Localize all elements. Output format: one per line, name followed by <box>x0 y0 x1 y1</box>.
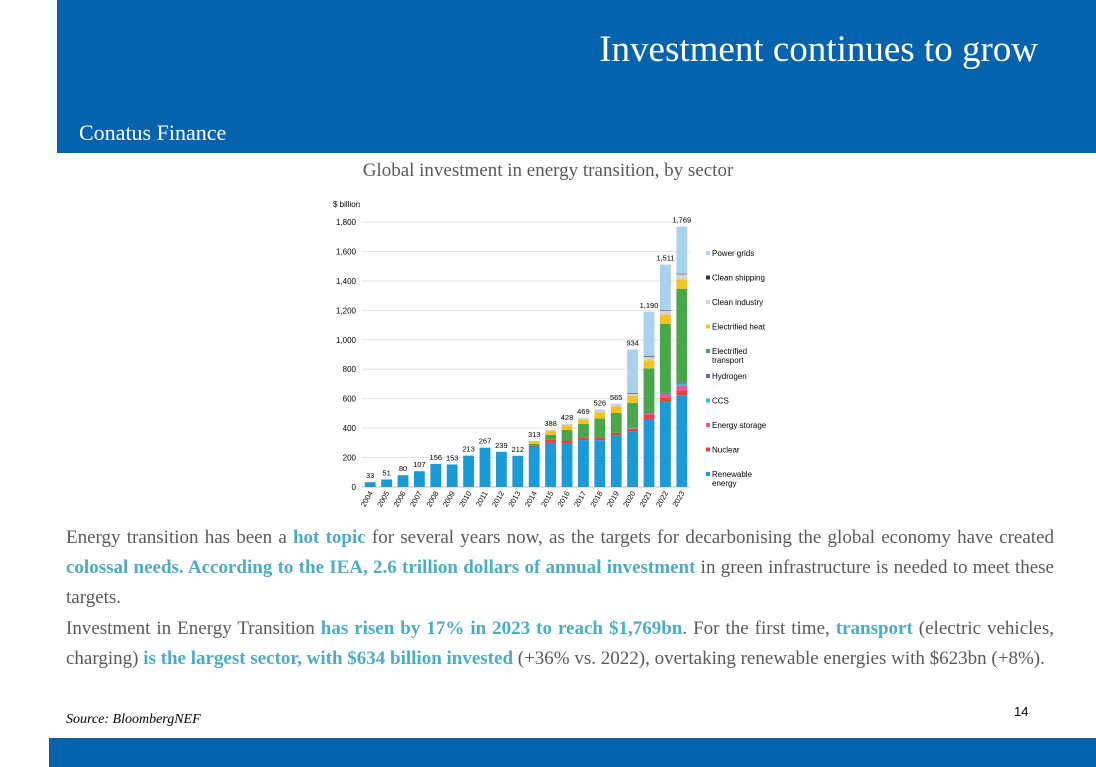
bar-segment <box>660 394 671 397</box>
legend-swatch <box>706 349 710 353</box>
bar-segment <box>660 397 671 402</box>
bar-segment <box>660 310 671 314</box>
bar-segment <box>611 413 622 433</box>
bar-total-label: 1,769 <box>672 215 692 225</box>
bar-segment <box>644 312 655 357</box>
bar-segment <box>496 452 507 487</box>
bar-segment <box>512 456 523 487</box>
x-tick-label: 2016 <box>555 489 572 509</box>
bar-segment <box>676 227 687 274</box>
legend-swatch <box>706 300 710 304</box>
body-text-run: Energy transition has been a <box>66 527 293 548</box>
bar-segment <box>611 433 622 436</box>
legend-label: transport <box>712 356 744 365</box>
bar-total-label: 33 <box>366 471 375 481</box>
bar-segment <box>644 360 655 368</box>
bar-segment <box>562 440 573 443</box>
legend-label: CCS <box>712 396 729 406</box>
paragraph-energy-transition <box>66 523 1054 613</box>
bar-segment <box>529 441 540 444</box>
company-name: Conatus Finance <box>79 120 227 145</box>
legend-label: Hydrogen <box>712 372 747 381</box>
bar-total-label: 469 <box>577 406 590 416</box>
bar-segment <box>545 443 556 487</box>
bar-segment <box>611 404 622 405</box>
chart-container <box>330 195 780 515</box>
bar-segment <box>594 437 605 440</box>
bar-total-label: 213 <box>462 444 475 454</box>
highlighted-text: has risen by 17% in 2023 to reach $1,769bn <box>320 618 683 639</box>
bar-segment <box>676 391 687 396</box>
bar-segment <box>578 418 589 420</box>
legend-label: energy <box>712 479 737 488</box>
bar-segment <box>611 404 622 406</box>
bar-segment <box>578 424 589 437</box>
bar-segment <box>594 413 605 419</box>
page-number: 14 <box>1014 704 1029 719</box>
bar-segment <box>644 356 655 357</box>
y-tick-label: 1,200 <box>335 306 356 316</box>
body-text-run: (electric vehicles, charging) <box>66 618 1055 669</box>
x-tick-label: 2004 <box>358 489 375 509</box>
highlighted-text: colossal needs. According to the IEA, 2.6 trillion dollars of annual investment <box>66 557 696 578</box>
bar-segment <box>578 440 589 487</box>
bar-segment <box>545 435 556 440</box>
legend-label: Power grids <box>712 249 755 258</box>
x-tick-label: 2013 <box>506 489 523 509</box>
x-tick-label: 2007 <box>407 489 425 509</box>
footer-bar <box>49 738 1096 767</box>
y-axis-label: $ billion <box>333 200 361 209</box>
bar-segment <box>644 413 655 414</box>
legend-label: Clean shipping <box>712 273 765 283</box>
x-tick-label: 2012 <box>489 489 507 509</box>
bar-segment <box>660 324 671 393</box>
y-tick-label: 1,600 <box>335 247 356 257</box>
x-tick-label: 2008 <box>424 489 441 509</box>
bar-segment <box>545 440 556 443</box>
bar-total-label: 1,190 <box>639 300 659 310</box>
legend-label: Renewable <box>712 470 753 479</box>
body-text-run: Investment in Energy Transition <box>66 618 321 639</box>
x-tick-label: 2009 <box>440 489 457 509</box>
y-tick-label: 1,400 <box>335 276 356 286</box>
bar-segment <box>594 411 605 413</box>
bar-total-label: 156 <box>429 453 443 463</box>
bar-segment <box>676 384 687 386</box>
bar-segment <box>545 431 556 435</box>
bar-segment <box>365 482 376 487</box>
chart-title: Global investment in energy transition, by sector <box>362 160 734 181</box>
bar-segment <box>594 418 605 437</box>
bar-segment <box>644 415 655 419</box>
bar-total-label: 313 <box>527 429 541 439</box>
legend-swatch <box>706 251 710 255</box>
bar-segment <box>676 382 687 383</box>
bar-segment <box>578 420 589 424</box>
bar-segment <box>529 446 540 447</box>
bar-segment <box>562 425 573 429</box>
bar-total-label: 107 <box>413 460 426 470</box>
x-tick-label: 2021 <box>637 489 654 509</box>
legend-swatch <box>706 399 710 403</box>
legend-label: Nuclear <box>712 445 740 455</box>
bar-segment <box>430 464 441 487</box>
y-tick-label: 200 <box>342 453 356 463</box>
bar-segment <box>627 428 638 429</box>
legend-label: Electrified heat <box>712 322 765 332</box>
bar-segment <box>414 471 425 487</box>
bar-segment <box>660 265 671 310</box>
bar-segment <box>463 456 474 487</box>
source-note: Source: BloombergNEF <box>66 712 201 727</box>
bar-segment <box>627 393 638 394</box>
bar-segment <box>398 475 409 487</box>
y-tick-label: 800 <box>342 365 356 375</box>
y-tick-label: 600 <box>342 394 356 404</box>
bar-segment <box>529 447 540 487</box>
slide-title: Investment continues to grow <box>599 29 1038 70</box>
x-tick-label: 2014 <box>522 489 539 509</box>
x-tick-label: 2006 <box>391 489 408 509</box>
x-tick-label: 2018 <box>588 489 605 509</box>
stacked-bar-chart <box>330 195 780 515</box>
bar-segment <box>644 357 655 361</box>
x-tick-label: 2010 <box>457 489 474 509</box>
paragraph-investment <box>66 614 1054 674</box>
bar-total-label: 934 <box>626 338 639 348</box>
y-tick-label: 1,800 <box>335 218 356 227</box>
bar-segment <box>660 310 671 311</box>
bar-segment <box>578 437 589 440</box>
bar-total-label: 153 <box>445 453 459 463</box>
bar-segment <box>480 448 491 487</box>
bar-segment <box>381 479 392 487</box>
bar-segment <box>562 430 573 441</box>
bar-segment <box>676 274 687 279</box>
body-text <box>66 523 1054 675</box>
bar-segment <box>627 395 638 402</box>
bar-total-label: 526 <box>593 398 607 408</box>
bar-segment <box>676 289 687 382</box>
bar-segment <box>676 385 687 390</box>
legend-swatch <box>706 276 710 280</box>
bar-total-label: 80 <box>398 464 408 474</box>
bar-total-label: 428 <box>560 412 574 422</box>
bar-total-label: 239 <box>495 440 508 450</box>
bar-segment <box>611 436 622 487</box>
bar-segment <box>562 443 573 487</box>
y-tick-label: 400 <box>342 424 356 434</box>
bar-segment <box>644 419 655 487</box>
bar-segment <box>660 393 671 394</box>
x-tick-label: 2011 <box>473 489 490 508</box>
legend-swatch <box>706 325 710 329</box>
x-tick-label: 2022 <box>653 489 671 509</box>
bar-segment <box>627 349 638 393</box>
bar-segment <box>676 279 687 289</box>
bar-segment <box>529 444 540 446</box>
bar-segment <box>676 274 687 275</box>
body-text-run: in green infrastructure is needed to meet these targets. <box>66 557 1054 608</box>
highlighted-text: transport <box>835 618 913 639</box>
x-tick-label: 2005 <box>375 489 392 509</box>
legend-swatch <box>706 448 710 452</box>
legend-label: Clean industry <box>712 298 764 307</box>
bar-segment <box>545 430 556 431</box>
x-tick-label: 2017 <box>571 489 589 509</box>
bar-segment <box>611 406 622 413</box>
bar-total-label: 1,511 <box>656 253 675 263</box>
bar-total-label: 267 <box>478 436 492 446</box>
header-banner <box>57 0 1096 153</box>
bar-segment <box>660 315 671 324</box>
y-tick-label: 0 <box>351 483 356 492</box>
x-tick-label: 2019 <box>604 489 621 509</box>
x-tick-label: 2020 <box>621 489 638 509</box>
legend-label: Energy storage <box>712 421 767 430</box>
legend-label: Electrified <box>712 347 748 356</box>
y-tick-label: 1,000 <box>335 335 356 345</box>
bar-segment <box>627 403 638 428</box>
bar-segment <box>594 440 605 487</box>
bar-segment <box>447 464 458 487</box>
bar-segment <box>627 429 638 432</box>
bar-segment <box>627 432 638 487</box>
highlighted-text: hot topic <box>292 527 366 548</box>
body-text-run: . For the first time, <box>682 618 836 639</box>
bar-total-label: 212 <box>511 444 525 454</box>
x-tick-label: 2015 <box>539 489 556 509</box>
legend-swatch <box>706 472 710 476</box>
legend-swatch <box>706 423 710 427</box>
bar-segment <box>676 395 687 487</box>
bar-segment <box>644 368 655 412</box>
legend-swatch <box>706 374 710 378</box>
bar-total-label: 565 <box>609 392 623 402</box>
bar-segment <box>562 424 573 425</box>
bar-segment <box>594 410 605 411</box>
bar-segment <box>660 402 671 487</box>
bar-segment <box>644 413 655 414</box>
x-tick-label: 2023 <box>670 489 687 509</box>
highlighted-text: is the largest sector, with $634 billion invested <box>143 648 514 669</box>
bar-total-label: 51 <box>382 468 391 478</box>
bar-total-label: 388 <box>544 418 557 428</box>
body-text-run: (+36% vs. 2022), overtaking renewable energies with $623bn (+8%). <box>513 648 1045 669</box>
body-text-run: for several years now, as the targets for decarbonising the global economy have created <box>365 527 1055 548</box>
